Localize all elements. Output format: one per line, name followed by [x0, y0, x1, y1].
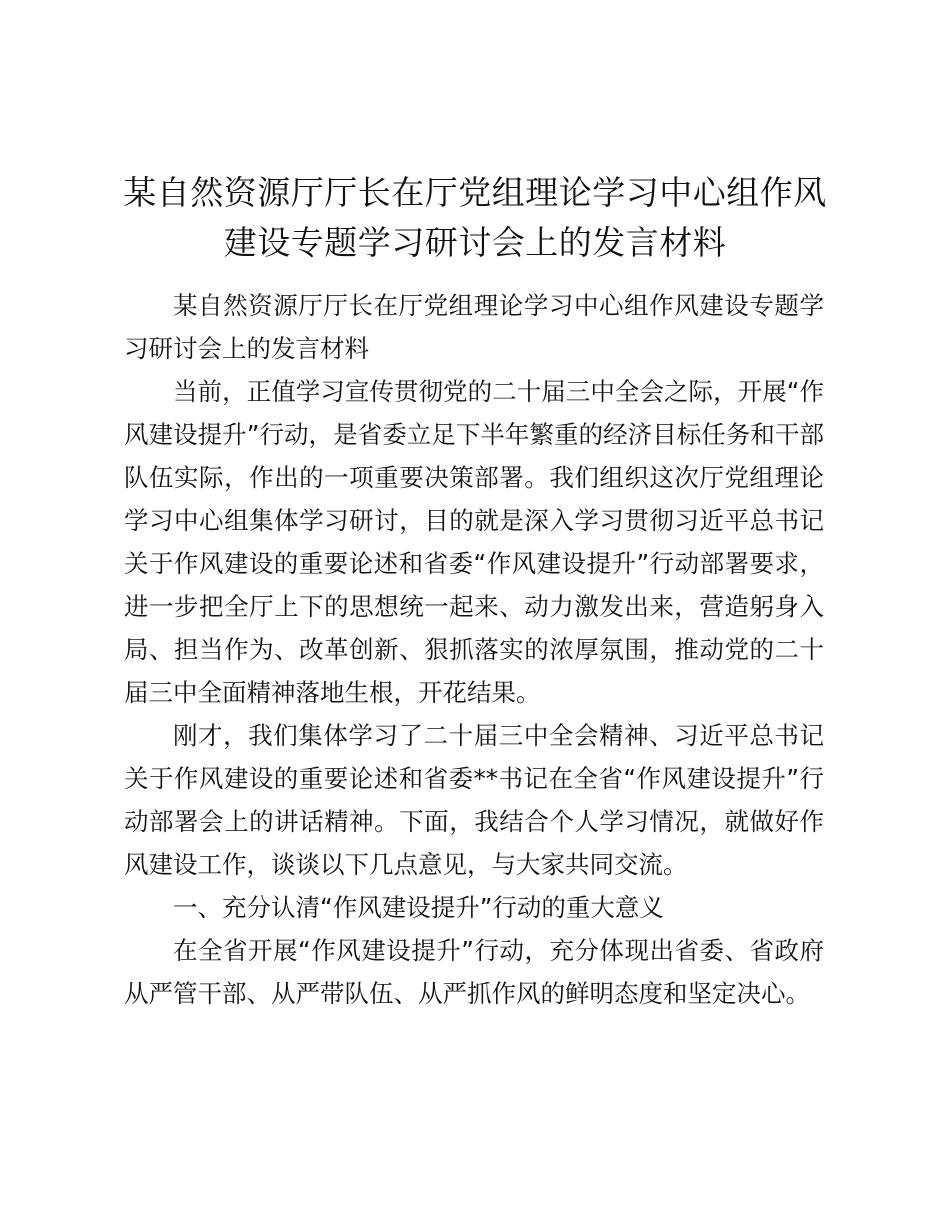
section-heading-1: 一、充分认清“作风建设提升”行动的重大意义: [173, 893, 664, 922]
paragraph-study-summary: 刚才，我们集体学习了二十届三中全会精神、习近平总书记关于作风建设的重要论述和省委**书记在全省“作风建设提升”行动部署会上的讲话精神。下面，我结合个人学习情况，就做好作风建设工作，谈谈以下几点意见，与大家共同交流。: [124, 721, 824, 879]
paragraph-section-1: 在全省开展“作风建设提升”行动，充分体现出省委、省政府从严管干部、从严带队伍、从严抓作风的鲜明态度和坚定决心。: [124, 936, 824, 1008]
document-body: [124, 284, 824, 1015]
document-title: 某自然资源厅厅长在厅党组理论学习中心组作风建设专题学习研讨会上的发言材料: [123, 173, 827, 262]
paragraph-heading-repeat: 某自然资源厅厅长在厅党组理论学习中心组作风建设专题学习研讨会上的发言材料: [124, 291, 824, 363]
paragraph-intro: 当前，正值学习宣传贯彻党的二十届三中全会之际，开展“作风建设提升”行动，是省委立足下半年繁重的经济目标任务和干部队伍实际，作出的一项重要决策部署。我们组织这次厅党组理论学习中心组集体学习研讨，目的就是深入学习贯彻习近平总书记关于作风建设的重要论述和省委“作风建设提升”行动部署要求，进一步把全厅上下的思想统一起来、动力激发出来，营造躬身入局、担当作为、改革创新、狠抓落实的浓厚氛围，推动党的二十届三中全面精神落地生根，开花结果。: [124, 377, 824, 707]
